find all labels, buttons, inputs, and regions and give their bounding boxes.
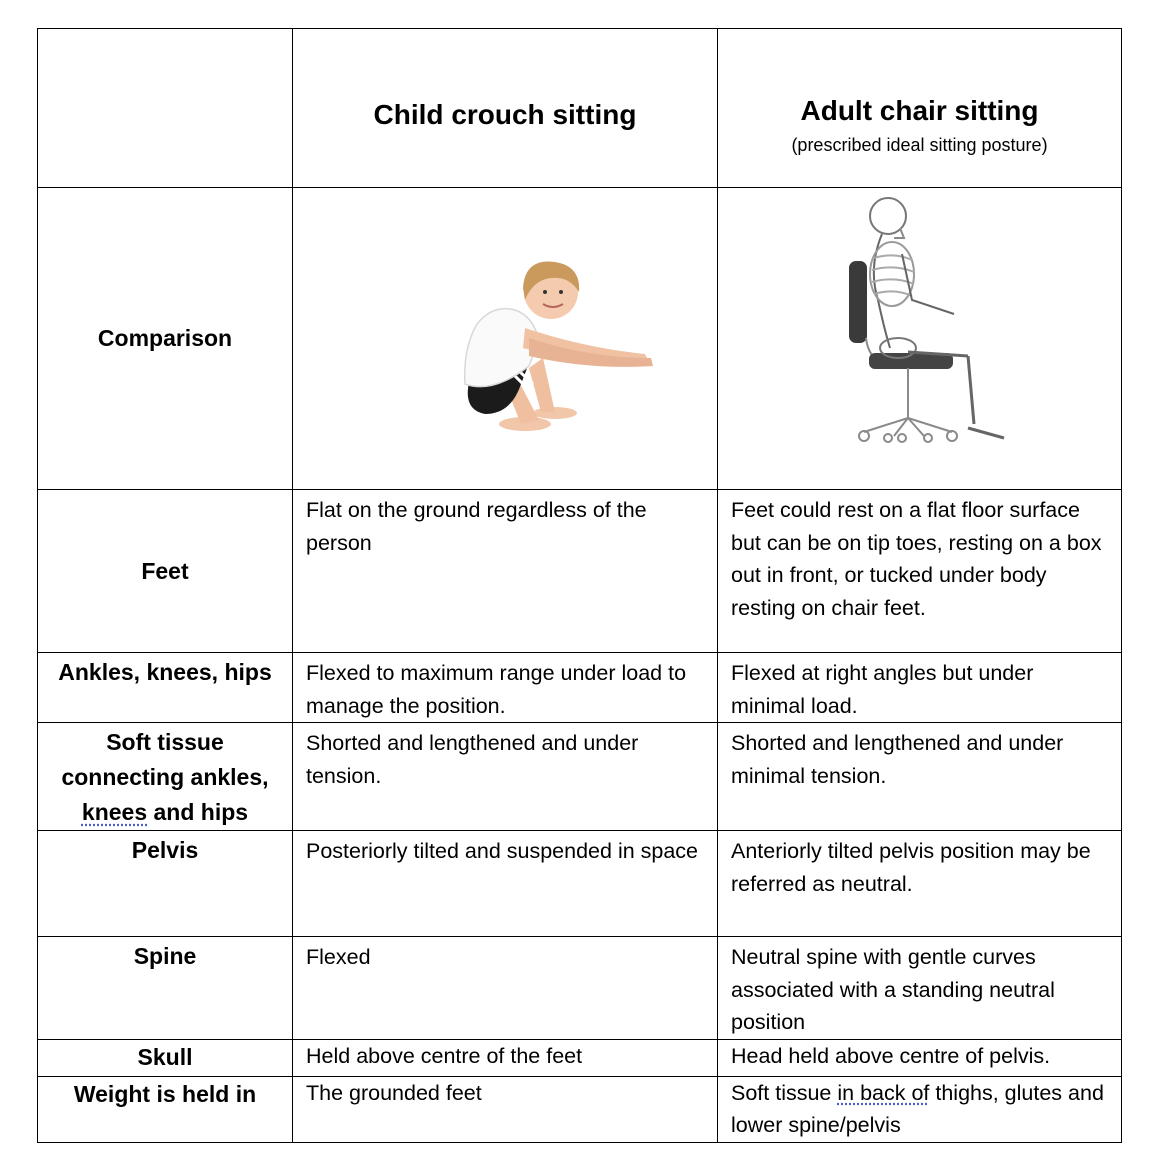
row-label bbox=[38, 723, 292, 830]
row-label: Skull bbox=[137, 1043, 193, 1070]
adult-text: Head held above centre of pelvis. bbox=[731, 1043, 1051, 1068]
table-row bbox=[38, 1039, 1122, 1076]
adult-cell bbox=[718, 831, 1122, 937]
row-label-cell bbox=[38, 490, 293, 653]
header-adult-cell bbox=[718, 29, 1122, 188]
row-label-word: and hips bbox=[147, 799, 249, 825]
row-label-line: Soft tissue bbox=[106, 729, 224, 755]
row-label: Weight is held in bbox=[73, 1080, 257, 1107]
row-label-word: knees bbox=[81, 799, 148, 825]
child-text: Flexed to maximum range under load to manage the position. bbox=[306, 661, 687, 718]
adult-cell bbox=[718, 653, 1122, 723]
row-label-cell bbox=[38, 1076, 293, 1142]
adult-column-title: Adult chair sitting bbox=[800, 95, 1039, 126]
child-column-title: Child crouch sitting bbox=[373, 99, 637, 130]
child-text: Flat on the ground regardless of the person bbox=[306, 498, 647, 555]
adult-text bbox=[718, 1077, 1121, 1142]
adult-text: Flexed at right angles but under minimal load. bbox=[731, 661, 1034, 718]
child-text: Flexed bbox=[306, 945, 371, 969]
header-empty-cell bbox=[38, 29, 293, 188]
adult-text: Feet could rest on a flat floor surface but can be on tip toes, resting on a box out in front, or tucked under body resting on chair feet. bbox=[731, 498, 1102, 620]
table-row bbox=[38, 1076, 1122, 1142]
child-cell bbox=[293, 937, 718, 1040]
row-label-cell bbox=[38, 1039, 293, 1076]
adult-text-part: Soft tissue bbox=[731, 1080, 838, 1105]
adult-text: Anteriorly tilted pelvis position may be referred as neutral. bbox=[731, 839, 1091, 896]
comparison-label: Comparison bbox=[97, 325, 233, 351]
child-text: Shorted and lengthened and under tension. bbox=[306, 731, 639, 788]
row-label-cell bbox=[38, 937, 293, 1040]
adult-cell bbox=[718, 723, 1122, 831]
adult-cell bbox=[718, 937, 1122, 1040]
adult-cell bbox=[718, 490, 1122, 653]
row-label: Pelvis bbox=[131, 837, 199, 863]
adult-image-cell bbox=[718, 188, 1122, 490]
table-row bbox=[38, 831, 1122, 937]
header-row bbox=[38, 29, 1122, 188]
adult-text: Shorted and lengthened and under minimal tension. bbox=[731, 731, 1064, 788]
row-label: Feet bbox=[141, 557, 189, 584]
table-row bbox=[38, 937, 1122, 1040]
child-cell bbox=[293, 1039, 718, 1076]
child-image-cell bbox=[293, 188, 718, 490]
adult-cell bbox=[718, 1039, 1122, 1076]
row-label-line: connecting ankles, bbox=[61, 764, 269, 790]
comparison-label-cell bbox=[38, 188, 293, 490]
adult-text: Neutral spine with gentle curves associated with a standing neutral position bbox=[731, 945, 1055, 1034]
adult-skeleton-chair-image bbox=[718, 188, 1121, 484]
child-text: Posteriorly tilted and suspended in space bbox=[306, 839, 699, 863]
child-cell bbox=[293, 723, 718, 831]
child-text: The grounded feet bbox=[306, 1080, 482, 1105]
row-label-cell bbox=[38, 653, 293, 723]
row-label-cell bbox=[38, 831, 293, 937]
table-row bbox=[38, 653, 1122, 723]
child-text: Held above centre of the feet bbox=[306, 1043, 583, 1068]
row-label: Spine bbox=[133, 943, 197, 969]
adult-column-subtitle: (prescribed ideal sitting posture) bbox=[791, 135, 1048, 155]
table-row bbox=[38, 723, 1122, 831]
child-cell bbox=[293, 1076, 718, 1142]
adult-text-part: in back of bbox=[837, 1080, 930, 1105]
adult-cell bbox=[718, 1076, 1122, 1142]
row-label: Ankles, knees, hips bbox=[58, 659, 272, 685]
comparison-row bbox=[38, 188, 1122, 490]
comparison-table bbox=[37, 28, 1122, 1143]
adult-text-part: thighs, glutes and lower spine/pelvis bbox=[731, 1080, 1104, 1137]
table-row bbox=[38, 490, 1122, 653]
child-cell bbox=[293, 831, 718, 937]
child-crouching-image bbox=[293, 188, 717, 484]
header-child-cell bbox=[293, 29, 718, 188]
row-label-cell bbox=[38, 723, 293, 831]
child-cell bbox=[293, 490, 718, 653]
child-cell bbox=[293, 653, 718, 723]
